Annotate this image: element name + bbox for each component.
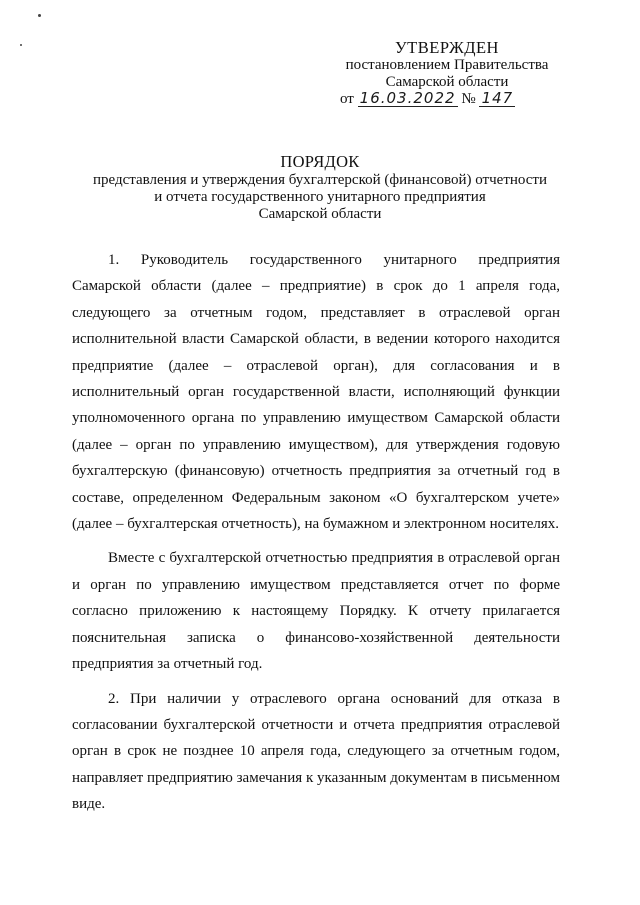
approval-line-2: Самарской области <box>385 74 509 90</box>
document-heading <box>60 153 580 223</box>
scan-speck <box>38 14 41 17</box>
paragraph-2: Вместе с бухгалтерской отчетностью предприятия в отраслевой орган и орган по управлению имуществом представляется отчет по форме согласно приложению к настоящему Порядку. К отчету прилагается пояснительная записка о финансово-хозяйственной деятельности предприятия за отчетный год. <box>72 550 560 673</box>
heading-title: ПОРЯДОК <box>280 152 360 171</box>
document-body <box>72 247 560 826</box>
handwritten-date: 16.03.2022 <box>358 91 458 107</box>
paragraph-1: 1. Руководитель государственного унитарного предприятия Самарской области (далее – предприятие) в срок до 1 апреля года, следующего за отчетным годом, представляет в отраслевой орган исполнительной власти Самарской области, в ведении которого находится предприятие (далее – отраслевой орган), для согласования и в исполнительный орган государственной власти, исполняющий функции уполномоченного органа по управлению имуществом Самарской области (далее – орган по управлению имуществом), для утверждения годовую бухгалтерскую (финансовую) отчетность предприятия за отчетный год в составе, определенном Федеральным законом «О бухгалтерском учете» (далее – бухгалтерская отчетность), на бумажном и электронном носителях. <box>72 252 560 533</box>
handwritten-number: 147 <box>479 91 515 107</box>
date-prefix: от <box>340 91 354 107</box>
approval-stamp-block <box>322 39 572 108</box>
scan-speck <box>20 44 22 46</box>
approval-date-line <box>322 91 572 108</box>
paragraph-3: 2. При наличии у отраслевого органа оснований для отказа в согласовании бухгалтерской отчетности и отчета предприятия отраслевой орган в срок не позднее 10 апреля года, следующего за отчетным годом, направляет предприятию замечания к указанным документам в письменном виде. <box>72 690 560 813</box>
heading-line-2: и отчета государственного унитарного предприятия <box>154 189 486 205</box>
number-prefix: № <box>461 91 476 107</box>
heading-line-3: Самарской области <box>258 206 382 222</box>
approval-title: УТВЕРЖДЕН <box>395 38 499 57</box>
approval-line-1: постановлением Правительства <box>345 57 549 73</box>
heading-line-1: представления и утверждения бухгалтерской (финансовой) отчетности <box>92 172 548 188</box>
